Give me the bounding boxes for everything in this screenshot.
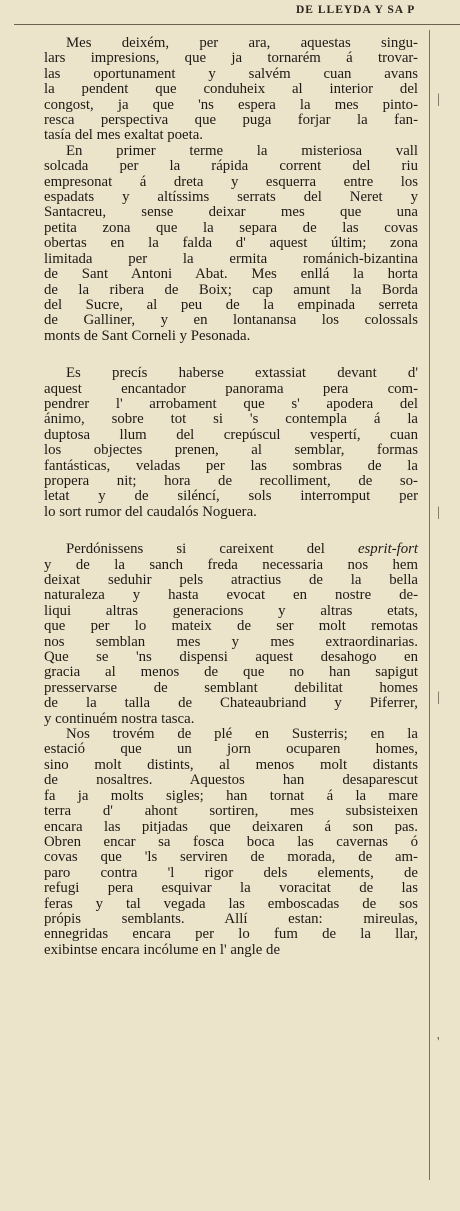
margin-mark: |	[437, 92, 440, 107]
text-line: limitada per la ermita románich-bizantina	[44, 250, 418, 267]
text-line: y de la sanch freda necessaria nos hem	[44, 556, 418, 573]
text-line: letat y de siléncí, sols interromput per	[44, 488, 418, 505]
text-line: congost, ja que 'ns espera la mes pinto-	[44, 96, 418, 113]
text-line: fa ja molts sigles; han tornat á la mare	[44, 787, 418, 804]
paragraph	[44, 144, 418, 344]
text-line: resca perspectiva que puga forjar la fan-	[44, 112, 418, 129]
text-line: de la ribera de Boix; cap amunt la Borda	[44, 281, 418, 298]
text-line: espadats y altíssims serrats del Neret y	[44, 189, 418, 206]
text-line: refugi pera esquivar la voracitat de las	[44, 880, 418, 897]
text-line: los objectes prenen, al semblar, formas	[44, 442, 418, 459]
text-line: de nosaltres. Aquestos han desaparescut	[44, 772, 418, 789]
text-line: lo sort rumor del caudalós Noguera.	[44, 503, 257, 520]
paragraph	[44, 727, 418, 958]
text-line: pendrer l' arrobament que s' apodera del	[44, 395, 418, 412]
text-line: de Galliner, y en lontanansa los colossals	[44, 312, 418, 329]
text-line: encara las pitjadas que deixaren á son pas.	[44, 818, 418, 835]
text-line: obertas en la falda d' aquest últim; zona	[44, 235, 418, 252]
text-line: Que se 'ns dispensi aquest desahogo en	[44, 649, 418, 666]
text-line: monts de Sant Corneli y Pesonada.	[44, 327, 251, 344]
text-line: terra d' ahont sortiren, mes subsisteixen	[44, 803, 418, 820]
text-line: exibintse encara incólume en l' angle de	[44, 941, 281, 958]
text-line: empresonat á dreta y esquerra entre los	[44, 173, 418, 190]
text-line: sino molt distints, al menos molt distants	[44, 756, 418, 773]
text-line: que per lo mateix de ser molt remotas	[44, 618, 418, 635]
paragraph	[44, 542, 418, 727]
text-line: própis semblants. Allí estan: mireulas,	[44, 910, 418, 927]
text-line: nos semblan mes y mes extraordinarias.	[44, 633, 418, 650]
text-line: la pendent que conduheix al interior del	[44, 81, 418, 98]
text-line: Es precís haberse extassiat devant d'	[66, 365, 418, 382]
text-line: fantásticas, veladas per las sombras de la	[44, 457, 418, 474]
text-line: gracia al menos de que no han sapigut	[44, 664, 418, 681]
column-rule	[429, 30, 430, 1180]
text-line: covas que 'ls serviren de morada, de am-	[44, 849, 418, 866]
paragraph	[44, 366, 418, 520]
text-line: Perdónissens si careixent del esprit-fort	[66, 541, 418, 558]
text-line: petita zona que la separa de las covas	[44, 219, 418, 236]
text-line: propera nit; hora de recolliment, de so-	[44, 472, 418, 489]
margin-mark: |	[437, 690, 440, 705]
paragraph	[44, 36, 418, 144]
text-line: ánimo, sobre tot si 's contempla á la	[44, 411, 418, 428]
margin-mark: '	[437, 1035, 440, 1050]
text-line: las oportunament y salvém cuan avans	[44, 65, 418, 82]
header-rule	[14, 24, 460, 25]
text-line: Obren encar sa fosca boca las cavernas ó	[44, 833, 418, 850]
text-line: tasía del mes exaltat poeta.	[44, 127, 204, 144]
text-line: lars impresions, que ja tornarém á trovar-	[44, 50, 418, 67]
text-line: Nos trovém de plé en Susterris; en la	[66, 726, 418, 743]
text-line: Santacreu, sense deixar mes que una	[44, 204, 418, 221]
running-head: DE LLEYDA Y SA P	[296, 4, 416, 16]
text-line: En primer terme la misteriosa vall	[66, 142, 418, 159]
text-line: estació que un jorn ocuparen homes,	[44, 741, 418, 758]
text-line: duptosa llum del crepúscul vespertí, cuan	[44, 426, 418, 443]
margin-mark: |	[437, 505, 440, 520]
text-line: aquest encantador panorama pera com-	[44, 380, 418, 397]
text-line: Mes deixém, per ara, aquestas singu-	[66, 35, 418, 51]
body-text	[44, 36, 418, 958]
text-line: solcada per la rápida corrent del riu	[44, 158, 418, 175]
text-line: ennegridas encara per lo fum de la llar,	[44, 926, 418, 943]
text-line: de Sant Antoni Abat. Mes enllá la horta	[44, 266, 418, 283]
text-line: liqui altras generacions y altras etats,	[44, 602, 418, 619]
text-line: naturaleza y hasta evocat en nostre de-	[44, 587, 418, 604]
text-line: del Sucre, al peu de la empinada serreta	[44, 296, 418, 313]
text-line: presservarse de semblant debilitat homes	[44, 679, 418, 696]
text-line: paro contra 'l rigor dels elements, de	[44, 864, 418, 881]
text-line: deixat seduhir pels atractius de la bella	[44, 572, 418, 588]
text-line: de la talla de Chateaubriand y Piferrer,	[44, 695, 418, 712]
text-line: y continuém nostra tasca.	[44, 710, 195, 727]
text-line: feras y tal vegada las emboscadas de sos	[44, 895, 418, 912]
